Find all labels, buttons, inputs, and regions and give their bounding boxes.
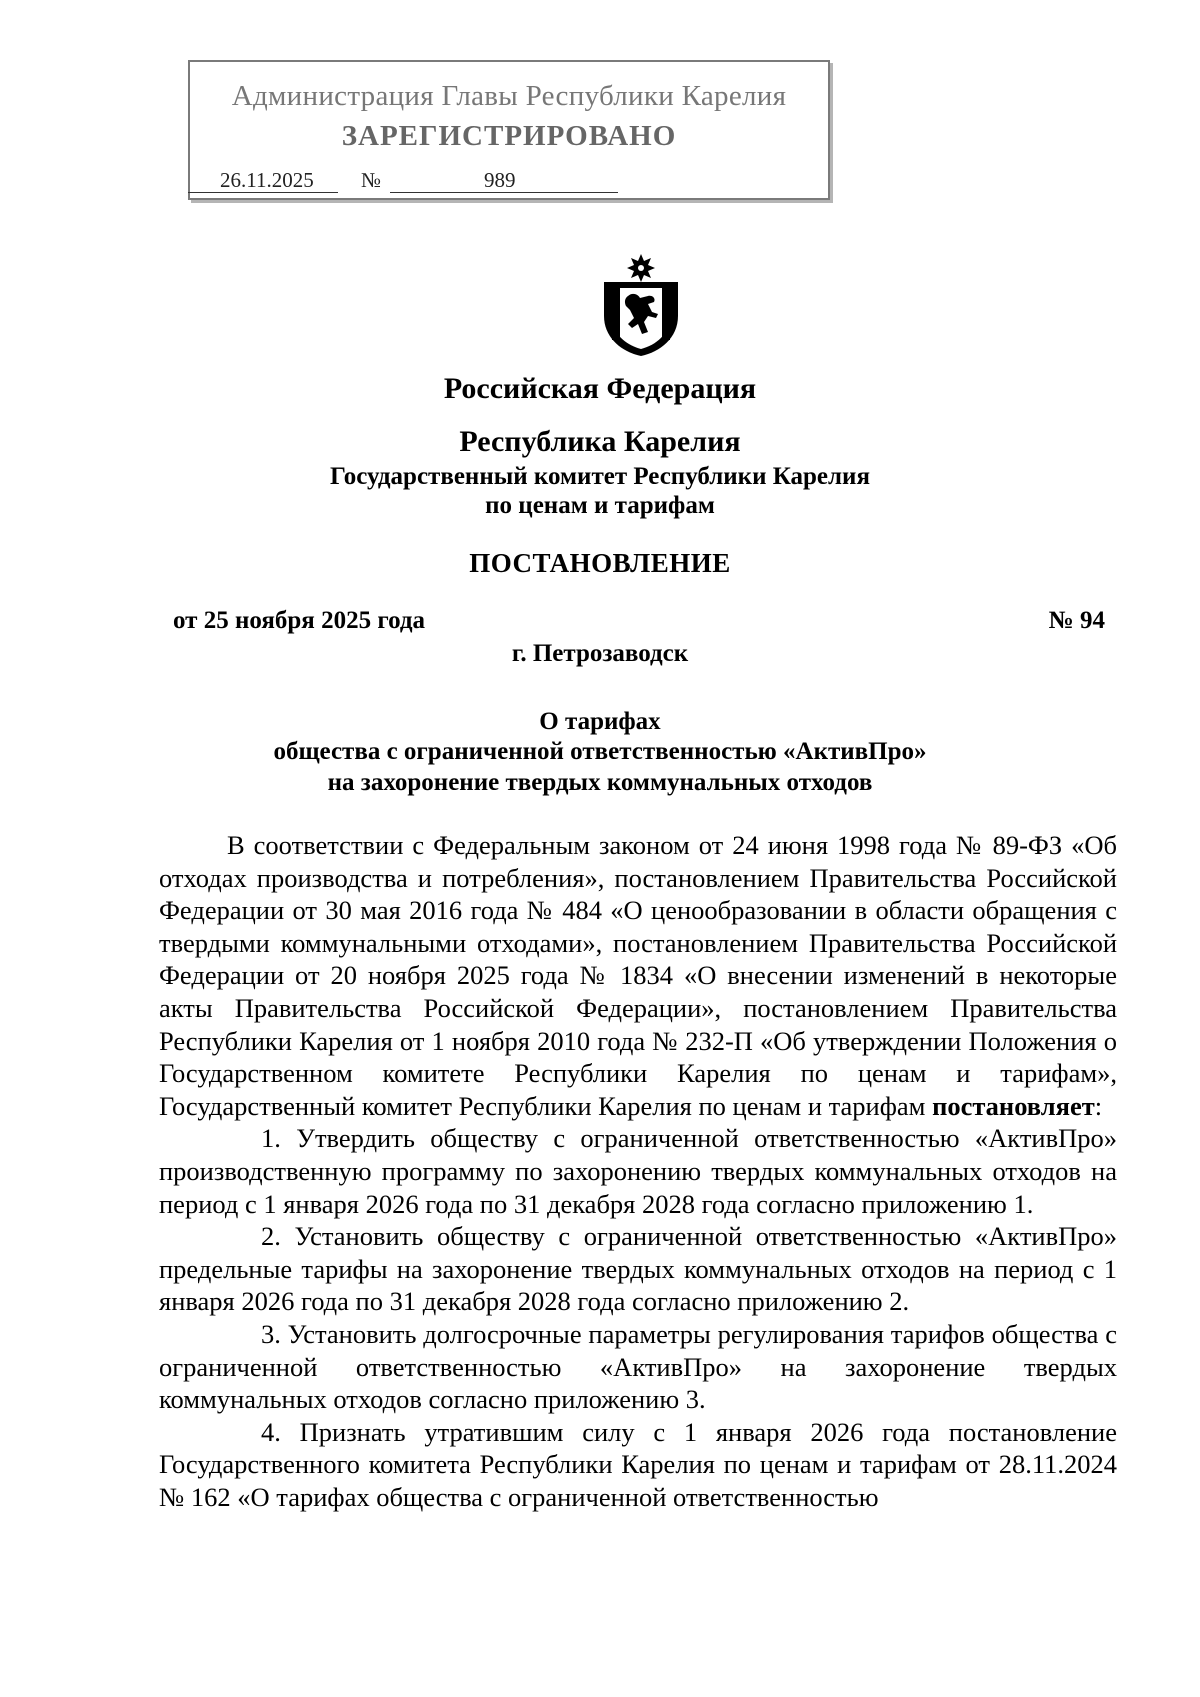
stamp-organization: Администрация Главы Республики Карелия	[231, 80, 787, 112]
decree-item-2: 2. Установить обществу с ограниченной ответственностью «АктивПро» предельные тарифы на захоронение твердых коммунальных отходов на период с 1 января 2026 года по 31 декабря 2028 года согласно приложению 2.	[159, 1221, 1117, 1317]
stamp-number-sign: №	[361, 168, 382, 192]
decree-item-4: 4. Признать утратившим силу с 1 января 2026 года постановление Государственного комитета Республики Карелия по ценам и тарифам от 28.11.2024 № 162 «О тарифах общества с ограниченной ответственностью	[159, 1416, 1117, 1512]
preamble-colon: :	[1094, 1090, 1103, 1121]
preamble-paragraph	[159, 829, 1117, 1122]
header-committee-line2: по ценам и тарифам	[485, 492, 715, 519]
header-committee: Государственный комитет Республики Карелия	[330, 463, 870, 490]
document-type: ПОСТАНОВЛЕНИЕ	[469, 548, 731, 578]
header-republic: Республика Карелия	[459, 425, 741, 458]
decree-number: № 94	[1048, 607, 1105, 634]
stamp-status: ЗАРЕГИСТРИРОВАНО	[341, 120, 677, 152]
decree-item-1: 1. Утвердить обществу с ограниченной ответственностью «АктивПро» производственную программу по захоронению твердых коммунальных отходов на период с 1 января 2026 года по 31 декабря 2028 года согласно приложению 1.	[159, 1123, 1117, 1219]
decree-city: г. Петрозаводск	[511, 640, 689, 667]
karelia-coat-of-arms-icon	[598, 252, 684, 358]
decree-item-3: 3. Установить долгосрочные параметры регулирования тарифов общества с ограниченной ответственностью «АктивПро» на захоронение твердых коммунальных отходов согласно приложению 3.	[159, 1318, 1117, 1415]
preamble-resolves: постановляет	[932, 1090, 1095, 1121]
stamp-number: 989	[484, 168, 516, 192]
title-line-2: общества с ограниченной ответственностью «АктивПро»	[273, 738, 927, 765]
preamble-text: В соответствии с Федеральным законом от 24 июня 1998 года № 89-ФЗ «Об отходах производства и потребления», постановлением Правительства Российской Федерации от 30 мая 2016 года № 484 «О ценообразовании в области обращения с твердыми коммунальными отходами», постановлением Правительства Российской Федерации от 20 ноября 2025 года № 1834 «О внесении изменений в некоторые акты Правительства Российской Федерации», постановлением Правительства Республики Карелия от 1 ноября 2010 года № 232-П «Об утверждении Положения о Государственном комитете Республики Карелия по ценам и тарифам», Государственный комитет Республики Карелия по ценам и тарифам	[159, 830, 1117, 1121]
document-body	[159, 829, 1117, 1513]
header-country: Российская Федерация	[443, 372, 757, 405]
decree-date: от 25 ноября 2025 года	[173, 607, 425, 634]
stamp-date: 26.11.2025	[220, 168, 314, 192]
title-line-3: на захоронение твердых коммунальных отходов	[327, 769, 873, 796]
title-line-1: О тарифах	[539, 708, 661, 735]
